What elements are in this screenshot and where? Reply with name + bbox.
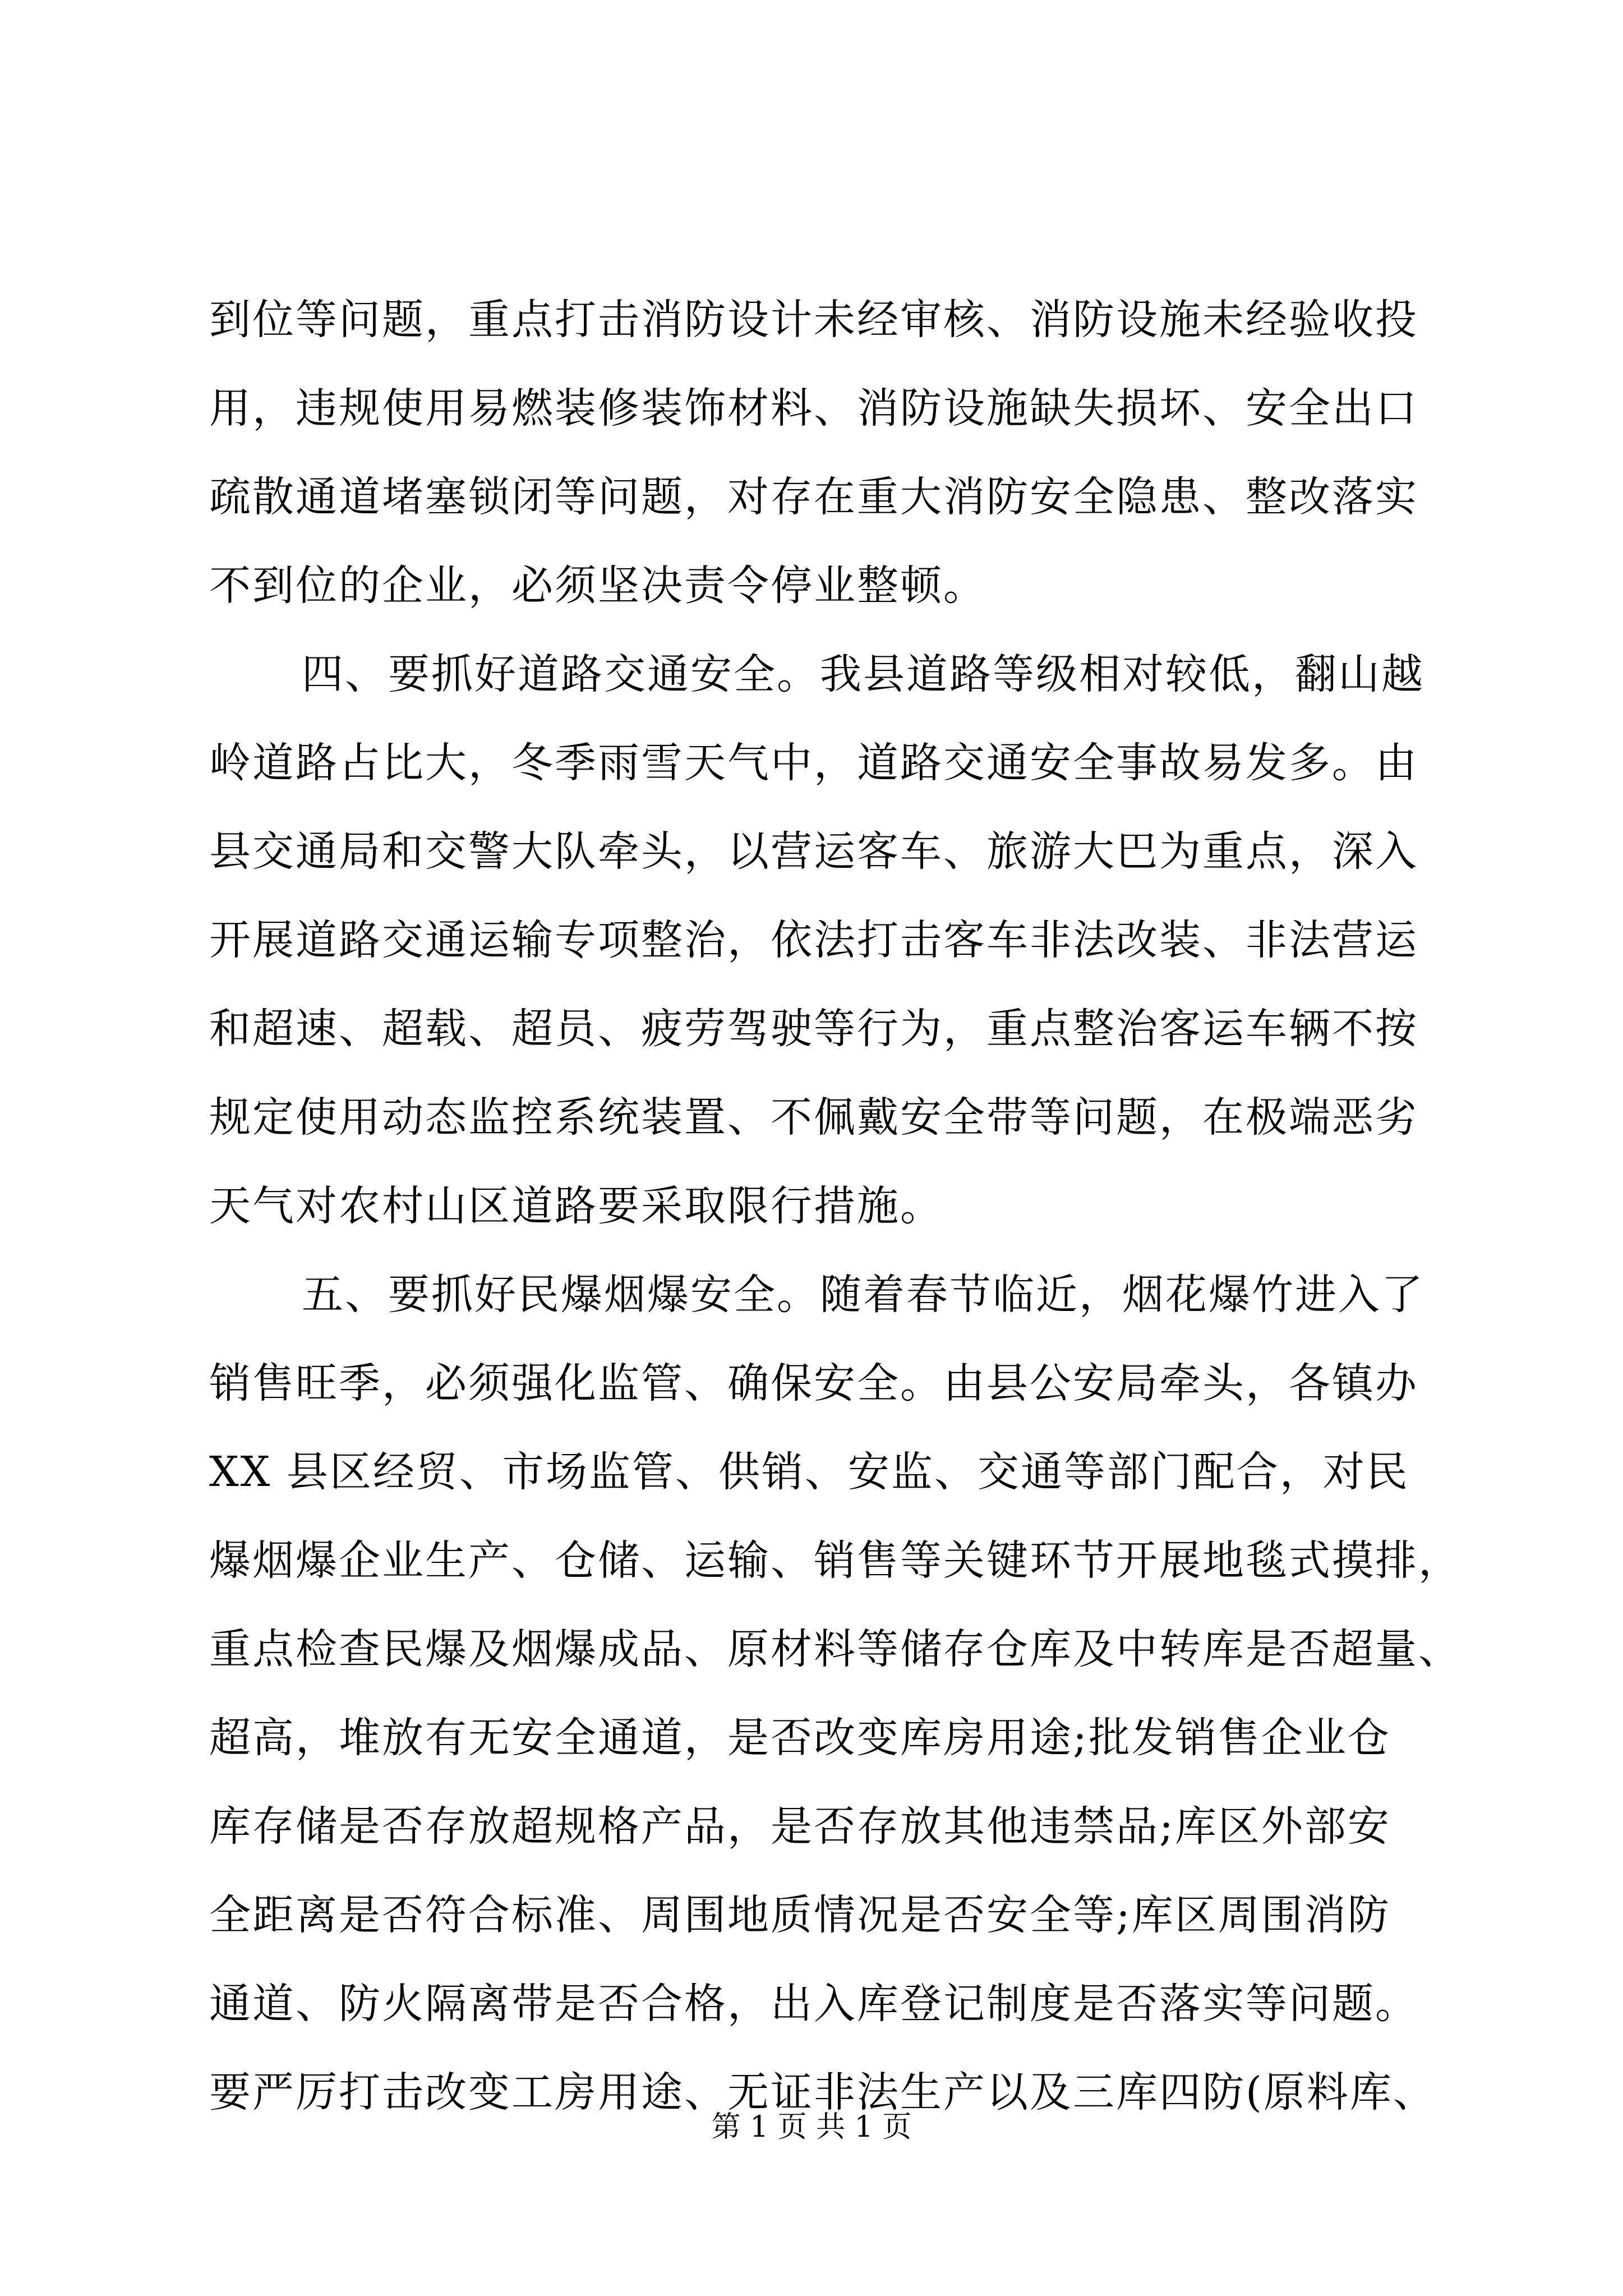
page-footer: 第 1 页 共 1 页 xyxy=(711,2110,912,2144)
text-line: 销售旺季，必须强化监管、确保安全。由县公安局牵头，各镇办 xyxy=(209,1359,1418,1407)
text-line: 四、要抓好道路交通安全。我县道路等级相对较低，翻山越 xyxy=(302,650,1424,698)
text-line: 重点检查民爆及烟爆成品、原材料等储存仓库及中转库是否超量、 xyxy=(209,1625,1461,1673)
text-line: 全距离是否符合标准、周围地质情况是否安全等;库区周围消防 xyxy=(209,1891,1391,1939)
text-line: 要严厉打击改变工房用途、无证非法生产以及三库四防(原料库、 xyxy=(209,2068,1436,2116)
text-line: 用，违规使用易燃装修装饰材料、消防设施缺失损坏、安全出口 xyxy=(209,384,1418,432)
text-line: XX 县区经贸、市场监管、供销、安监、交通等部门配合，对民 xyxy=(209,1448,1409,1496)
text-line: 库存储是否存放超规格产品，是否存放其他违禁品;库区外部安 xyxy=(209,1802,1391,1851)
text-line: 县交通局和交警大队牵头，以营运客车、旅游大巴为重点，深入 xyxy=(209,827,1418,876)
text-line: 规定使用动态监控系统装置、不佩戴安全带等问题，在极端恶劣 xyxy=(209,1093,1418,1142)
text-line: 岭道路占比大，冬季雨雪天气中，道路交通安全事故易发多。由 xyxy=(209,739,1418,787)
text-line: 天气对农村山区道路要采取限行措施。 xyxy=(209,1182,943,1230)
text-line: 五、要抓好民爆烟爆安全。随着春节临近，烟花爆竹进入了 xyxy=(302,1271,1424,1319)
text-line: 开展道路交通运输专项整治，依法打击客车非法改装、非法营运 xyxy=(209,916,1418,964)
text-line: 爆烟爆企业生产、仓储、运输、销售等关键环节开展地毯式摸排， xyxy=(209,1536,1461,1585)
text-line: 通道、防火隔离带是否合格，出入库登记制度是否落实等问题。 xyxy=(209,1980,1418,2028)
text-line: 不到位的企业，必须坚决责令停业整顿。 xyxy=(209,562,986,610)
text-line: 和超速、超载、超员、疲劳驾驶等行为，重点整治客运车辆不按 xyxy=(209,1005,1418,1053)
text-line: 超高，堆放有无安全通道，是否改变库房用途;批发销售企业仓 xyxy=(209,1714,1391,1762)
text-line: 到位等问题，重点打击消防设计未经审核、消防设施未经验收投 xyxy=(209,296,1418,344)
text-line: 疏散通道堵塞锁闭等问题，对存在重大消防安全隐患、整改落实 xyxy=(209,473,1418,521)
